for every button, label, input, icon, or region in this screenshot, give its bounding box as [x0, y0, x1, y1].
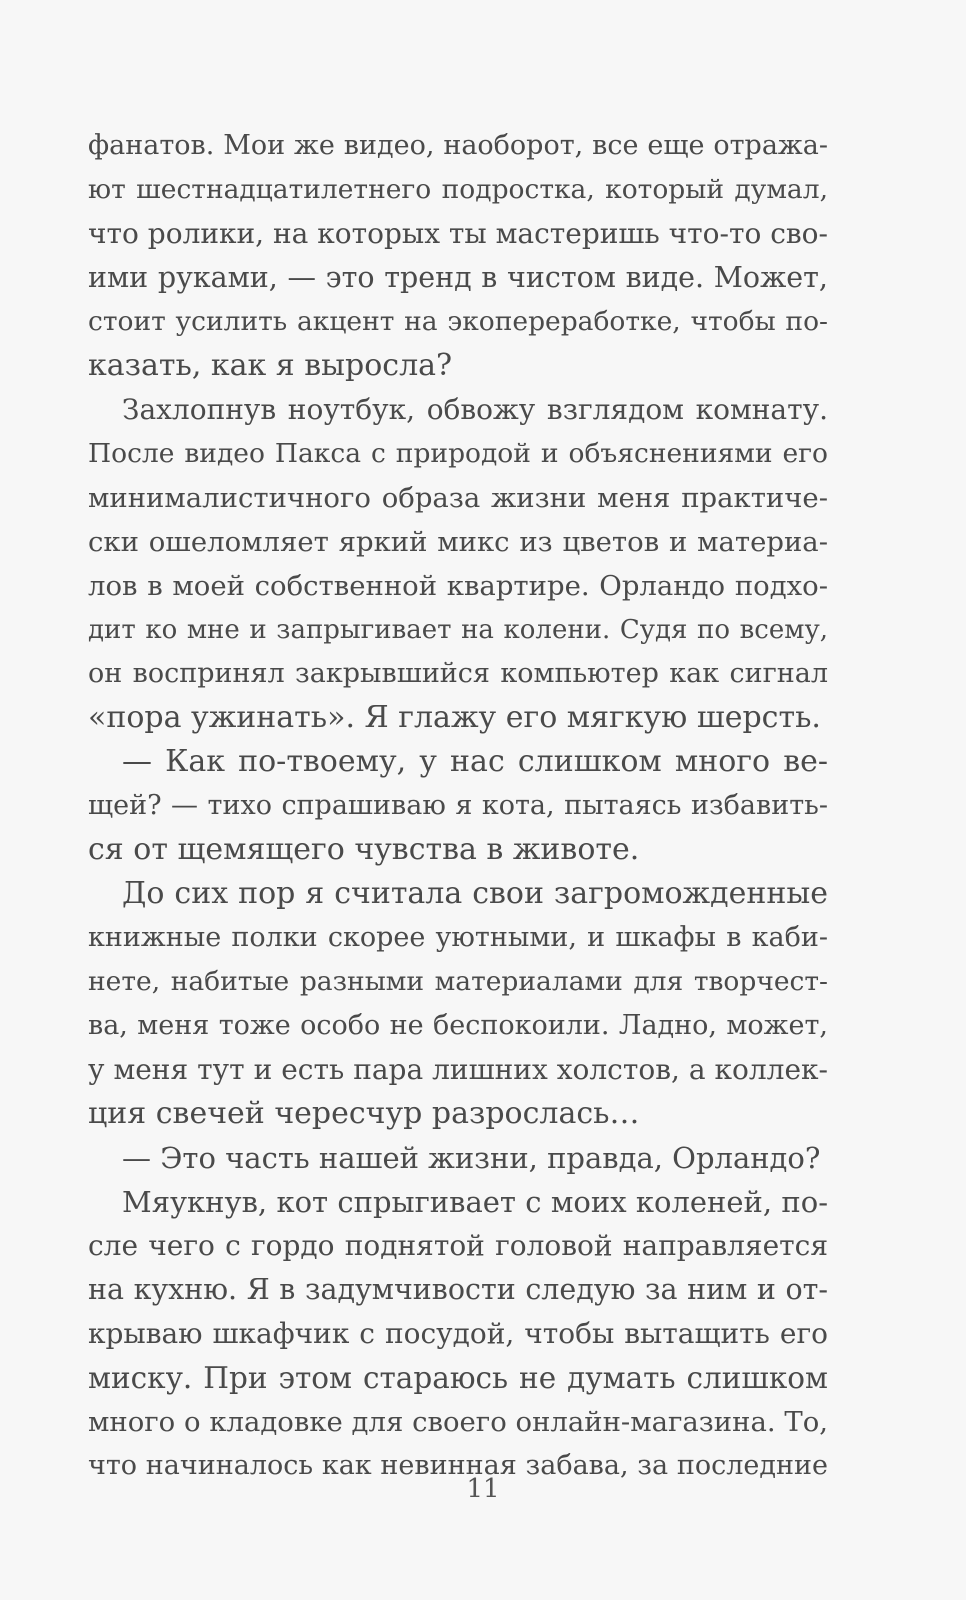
text-line: он воспринял закрывшийся компьютер как сигнал	[88, 658, 828, 689]
text-line: — Это часть нашей жизни, правда, Орландо?	[122, 1141, 821, 1175]
text-line: у меня тут и есть пара лишних холстов, а коллек-	[88, 1053, 828, 1086]
text-line: фанатов. Мои же видео, наоборот, все еще отража-	[88, 130, 828, 161]
text-line: дит ко мне и запрыгивает на колени. Судя по всему,	[88, 615, 828, 645]
text-line: — Как по-твоему, у нас слишком много ве-	[122, 744, 828, 779]
text-line: лов в моей собственной квартире. Орландо подхо-	[88, 570, 828, 602]
text-line: сле чего с гордо поднятой головой направляется	[88, 1229, 828, 1262]
text-line: ся от щемящего чувства в животе.	[88, 832, 640, 867]
text-line: ски ошеломляет яркий микс из цветов и материа-	[88, 526, 828, 558]
text-line: ют шестнадцатилетнего подростка, который думал,	[88, 174, 828, 205]
body-text	[88, 124, 828, 1488]
text-line: миску. При этом стараюсь не думать слишком	[88, 1361, 828, 1395]
text-line: «пора ужинать». Я глажу его мягкую шерсть.	[88, 700, 821, 735]
text-line: После видео Пакса с природой и объяснениями его	[88, 438, 828, 469]
text-line: минималистичного образа жизни меня практиче-	[88, 482, 828, 514]
text-line: казать, как я выросла?	[88, 348, 453, 383]
text-line: книжные полки скорее уютными, и шкафы в каби-	[88, 922, 828, 953]
text-line: стоит усилить акцент на экопереработке, чтобы по-	[88, 306, 828, 337]
text-line: крываю шкафчик с посудой, чтобы вытащить его	[88, 1317, 828, 1350]
text-line: что начиналось как невинная забава, за последние	[88, 1450, 828, 1481]
text-line: что ролики, на которых ты мастеришь что-то сво-	[88, 217, 828, 250]
page-number: 11	[466, 1474, 500, 1504]
text-line: До сих пор я считала свои загроможденные	[122, 876, 828, 911]
text-line: много о кладовке для своего онлайн-магазина. То,	[88, 1406, 828, 1438]
text-line: ция свечей чересчур разрослась…	[88, 1096, 640, 1131]
text-line: щей? — тихо спрашиваю я кота, пытаясь избавить-	[88, 790, 828, 821]
text-line: нете, набитые разными материалами для творчест-	[88, 966, 828, 997]
text-line: Захлопнув ноутбук, обвожу взглядом комнату.	[122, 393, 828, 426]
text-line: ими руками, — это тренд в чистом виде. Может,	[88, 261, 828, 294]
text-line: ва, меня тоже особо не беспокоили. Ладно, может,	[88, 1010, 828, 1041]
text-line: на кухню. Я в задумчивости следую за ним и от-	[88, 1273, 828, 1306]
text-line: Мяукнув, кот спрыгивает с моих коленей, по-	[122, 1185, 828, 1219]
